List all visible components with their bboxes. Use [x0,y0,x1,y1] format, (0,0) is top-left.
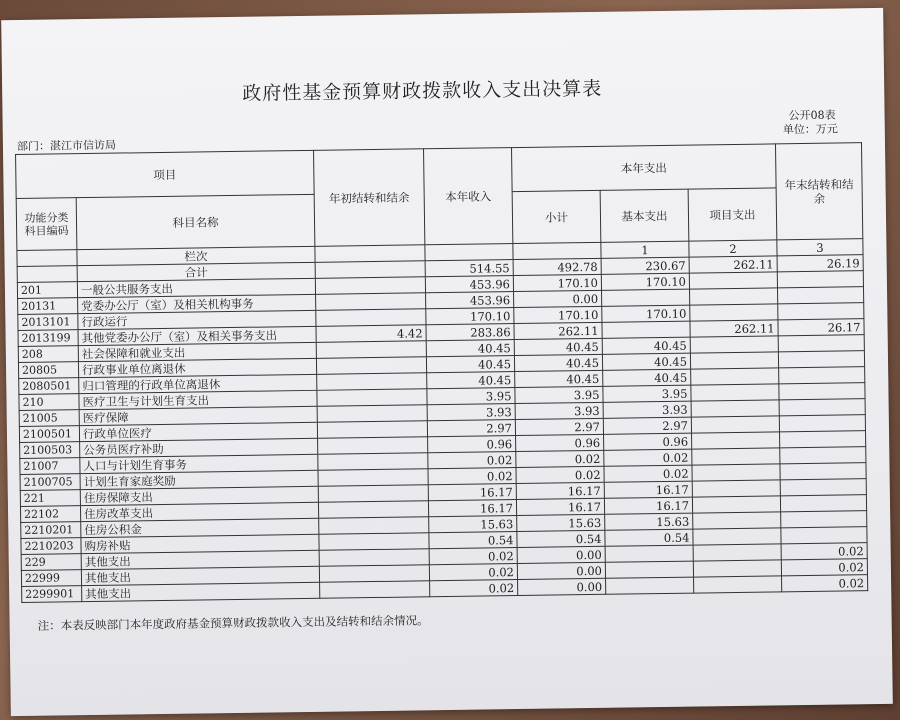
cell-code: 2080501 [19,378,79,395]
total-closing: 26.19 [777,255,863,272]
cell-closing [780,479,866,496]
index-label: 栏次 [77,246,315,265]
header-code: 功能分类科目编码 [16,198,77,251]
cell-income: 40.45 [427,372,515,389]
cell-subtotal: 262.11 [514,322,602,339]
cell-income: 0.02 [430,580,518,597]
document-page [1,8,893,716]
department-label: 部门：湛江市信访局 [16,138,117,153]
cell-opening [315,277,425,295]
cell-opening [317,405,427,423]
cell-basic: 0.96 [604,433,692,450]
cell-basic [605,561,693,578]
cell-basic [606,577,694,594]
header-expenditure: 本年支出 [512,144,777,192]
cell-basic: 0.02 [604,465,692,482]
page-title: 政府性基金预算财政拨款收入支出决算表 [242,77,603,105]
cell-subtotal: 170.10 [514,306,602,323]
cell-project [690,336,778,353]
form-number: 公开08表 [788,108,836,123]
cell-project [690,304,778,321]
cell-code: 2210201 [21,522,81,539]
financial-table [15,142,868,603]
cell-project [693,512,781,529]
cell-opening [319,533,429,551]
cell-name: 行政事业单位离退休 [78,358,316,377]
cell-name: 行政运行 [78,310,316,329]
cell-opening [318,437,428,455]
cell-closing [778,303,864,320]
cell-subtotal: 0.96 [516,434,604,451]
cell-basic [602,321,690,338]
cell-subtotal: 0.54 [517,530,605,547]
cell-closing: 0.02 [782,575,868,592]
cell-income: 3.93 [427,404,515,421]
cell-subtotal: 3.95 [515,386,603,403]
cell-income: 0.54 [429,532,517,549]
cell-closing: 26.17 [778,319,864,336]
cell-income: 16.17 [428,484,516,501]
cell-code: 229 [21,554,81,571]
cell-code: 2013199 [18,330,78,347]
cell-name: 归口管理的行政单位离退休 [79,374,317,393]
cell-opening: 4.42 [316,325,426,343]
cell-opening [316,341,426,359]
cell-code: 201 [17,282,77,299]
cell-basic: 16.17 [604,481,692,498]
cell-income: 0.02 [429,548,517,565]
cell-income: 16.17 [428,500,516,517]
cell-project [693,560,781,577]
cell-basic [605,545,693,562]
cell-name: 购房补贴 [81,534,319,553]
cell-opening [318,501,428,519]
cell-project [693,544,781,561]
cell-subtotal: 40.45 [514,354,602,371]
index-col2: 2 [689,240,777,257]
cell-opening [316,357,426,375]
cell-subtotal: 170.10 [513,274,601,291]
cell-name: 其他支出 [81,566,319,585]
header-opening-balance: 年初结转和结余 [314,149,425,247]
cell-basic: 40.45 [603,369,691,386]
total-income: 514.55 [425,260,513,277]
cell-basic: 0.02 [604,449,692,466]
cell-name: 社会保障和就业支出 [78,342,316,361]
cell-subtotal: 0.02 [516,450,604,467]
cell-subtotal: 40.45 [515,370,603,387]
cell-closing [777,271,863,288]
cell-project [692,496,780,513]
cell-project: 262.11 [690,320,778,337]
cell-project [692,432,780,449]
cell-closing [778,335,864,352]
cell-closing [780,463,866,480]
cell-basic: 40.45 [602,353,690,370]
cell-name: 计划生育家庭奖励 [80,470,318,489]
cell-opening [317,373,427,391]
cell-name: 党委办公厅（室）及相关机构事务 [78,294,316,313]
cell-income: 0.02 [428,468,516,485]
cell-code: 2100503 [20,442,80,459]
cell-income: 0.96 [428,436,516,453]
cell-closing: 0.02 [781,543,867,560]
cell-project [691,384,779,401]
index-col1: 1 [601,241,689,258]
cell-subtotal: 0.00 [517,562,605,579]
cell-basic: 40.45 [602,337,690,354]
cell-code: 20805 [18,362,78,379]
cell-code: 210 [19,394,79,411]
cell-opening [317,389,427,407]
cell-project [691,368,779,385]
cell-name: 医疗卫生与计划生育支出 [79,390,317,409]
cell-code: 2210203 [21,538,81,555]
header-closing-balance: 年末结转和结余 [776,143,863,240]
cell-project [692,448,780,465]
cell-opening [316,309,426,327]
cell-subtotal: 0.00 [518,578,606,595]
cell-income: 283.86 [426,324,514,341]
cell-income: 170.10 [426,308,514,325]
cell-code: 22102 [20,506,80,523]
cell-income: 40.45 [426,340,514,357]
cell-name: 住房改革支出 [80,502,318,521]
cell-income: 453.96 [425,276,513,293]
cell-code: 208 [18,346,78,363]
header-basic: 基本支出 [600,189,689,242]
header-subject-name: 科目名称 [76,194,315,249]
cell-basic: 3.93 [603,401,691,418]
cell-closing [779,367,865,384]
cell-opening [318,469,428,487]
cell-code: 22999 [21,570,81,587]
cell-opening [318,453,428,471]
cell-name: 公务员医疗补助 [80,438,318,457]
index-col3: 3 [777,239,863,256]
cell-closing: 0.02 [781,559,867,576]
cell-subtotal: 16.17 [516,498,604,515]
cell-basic: 170.10 [602,305,690,322]
cell-closing [781,527,867,544]
cell-name: 行政单位医疗 [79,422,317,441]
total-basic: 230.67 [601,257,689,274]
cell-code: 2013101 [18,314,78,331]
cell-subtotal: 0.00 [517,546,605,563]
cell-code: 2100705 [20,474,80,491]
cell-name: 一般公共服务支出 [77,278,315,297]
cell-basic: 0.54 [605,529,693,546]
cell-income: 0.02 [429,564,517,581]
total-label: 合计 [77,262,315,281]
cell-basic [602,289,690,306]
cell-closing [780,495,866,512]
cell-closing [779,415,865,432]
cell-closing [779,383,865,400]
cell-code: 2299901 [22,586,82,603]
cell-income: 2.97 [427,420,515,437]
footnote: 注：本表反映部门本年度政府基金预算财政拨款收入支出及结转和结余情况。 [37,613,429,633]
cell-basic: 15.63 [605,513,693,530]
cell-subtotal: 0.00 [514,290,602,307]
cell-opening [320,581,430,599]
header-item: 项目 [16,150,315,198]
cell-project [694,576,782,593]
cell-opening [319,549,429,567]
cell-opening [319,565,429,583]
cell-code: 21007 [20,458,80,475]
cell-closing [778,287,864,304]
cell-subtotal: 16.17 [516,482,604,499]
cell-subtotal: 2.97 [515,418,603,435]
cell-name: 其他支出 [82,582,320,601]
cell-income: 453.96 [426,292,514,309]
cell-code: 21005 [19,410,79,427]
cell-income: 0.02 [428,452,516,469]
cell-closing [779,399,865,416]
cell-opening [316,293,426,311]
cell-closing [781,511,867,528]
cell-basic: 3.95 [603,385,691,402]
cell-name: 其他党委办公厅（室）及相关事务支出 [78,326,316,345]
total-project: 262.11 [689,256,777,273]
unit-label: 单位：万元 [782,122,838,137]
cell-name: 医疗保障 [79,406,317,425]
cell-closing [780,447,866,464]
cell-project [693,528,781,545]
cell-subtotal: 15.63 [517,514,605,531]
cell-project [691,416,779,433]
total-subtotal: 492.78 [513,258,601,275]
header-project: 项目支出 [688,188,777,241]
cell-subtotal: 40.45 [514,338,602,355]
cell-subtotal: 0.02 [516,466,604,483]
cell-project [692,480,780,497]
cell-project [689,272,777,289]
cell-opening [319,517,429,535]
cell-income: 40.45 [426,356,514,373]
cell-income: 15.63 [429,516,517,533]
cell-name: 住房公积金 [81,518,319,537]
header-subtotal: 小计 [512,190,601,243]
cell-opening [317,421,427,439]
cell-name: 人口与计划生育事务 [80,454,318,473]
cell-code: 2100501 [19,426,79,443]
header-income: 本年收入 [424,148,513,245]
cell-basic: 16.17 [604,497,692,514]
cell-name: 其他支出 [81,550,319,569]
cell-project [691,400,779,417]
cell-basic: 2.97 [603,417,691,434]
cell-name: 住房保障支出 [80,486,318,505]
cell-opening [318,485,428,503]
total-opening [315,261,425,279]
cell-project [690,288,778,305]
cell-income: 3.95 [427,388,515,405]
cell-subtotal: 3.93 [515,402,603,419]
cell-code: 20131 [18,298,78,315]
cell-project [692,464,780,481]
cell-basic: 170.10 [601,273,689,290]
cell-project [690,352,778,369]
cell-closing [780,431,866,448]
cell-code: 221 [20,490,80,507]
cell-closing [778,351,864,368]
